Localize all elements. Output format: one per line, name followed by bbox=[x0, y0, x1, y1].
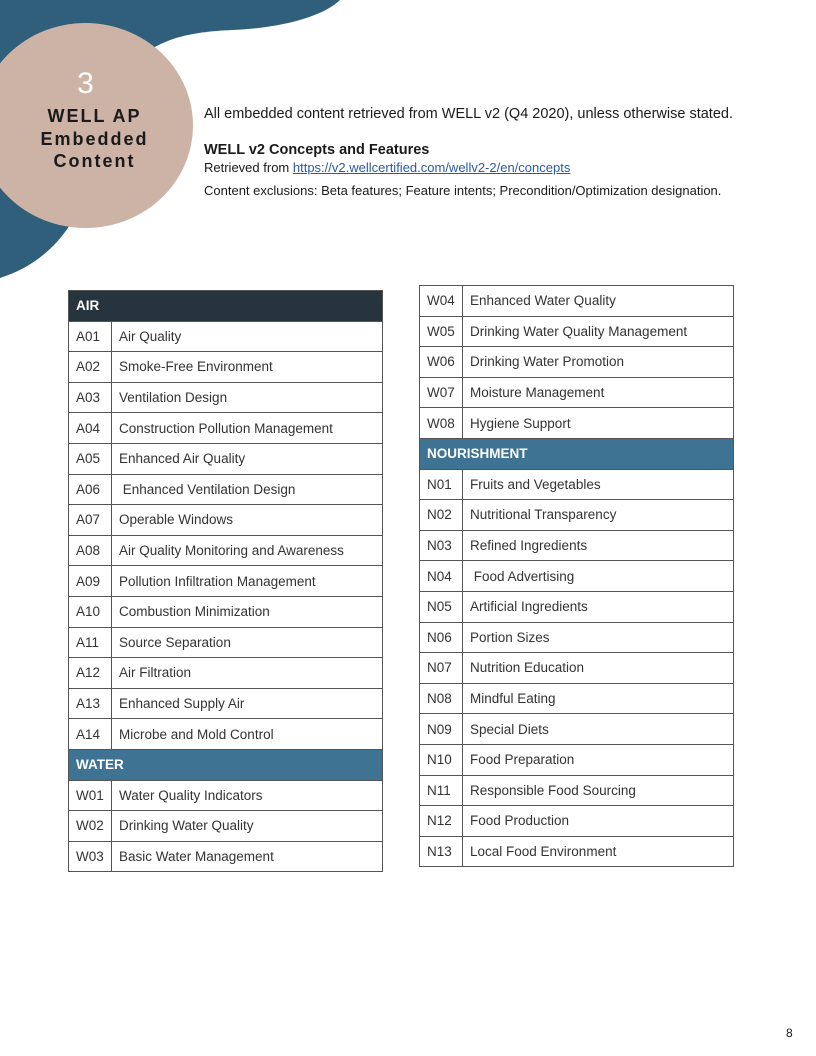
feature-name: Nutritional Transparency bbox=[463, 500, 734, 531]
table-row bbox=[420, 286, 734, 317]
table-row bbox=[420, 377, 734, 408]
feature-name: Artificial Ingredients bbox=[463, 591, 734, 622]
section-header: WATER bbox=[69, 749, 383, 780]
table-row bbox=[420, 591, 734, 622]
features-table-right bbox=[419, 285, 734, 867]
feature-name: Nutrition Education bbox=[463, 653, 734, 684]
section-title bbox=[0, 105, 193, 173]
feature-name: Water Quality Indicators bbox=[112, 780, 383, 811]
feature-code: W05 bbox=[420, 316, 463, 347]
table-row bbox=[420, 683, 734, 714]
feature-name: Air Quality bbox=[112, 321, 383, 352]
table-row bbox=[69, 535, 383, 566]
feature-code: N01 bbox=[420, 469, 463, 500]
table-row bbox=[420, 622, 734, 653]
feature-name: Microbe and Mold Control bbox=[112, 719, 383, 750]
feature-code: A03 bbox=[69, 382, 112, 413]
table-row bbox=[69, 658, 383, 689]
table-row bbox=[69, 627, 383, 658]
feature-code: A12 bbox=[69, 658, 112, 689]
feature-code: N05 bbox=[420, 591, 463, 622]
feature-code: A10 bbox=[69, 596, 112, 627]
retrieved-from bbox=[204, 160, 570, 175]
retrieved-prefix: Retrieved from bbox=[204, 160, 293, 175]
features-table-left bbox=[68, 290, 383, 872]
feature-code: W04 bbox=[420, 286, 463, 317]
feature-code: W02 bbox=[69, 811, 112, 842]
table-row bbox=[420, 714, 734, 745]
feature-code: N08 bbox=[420, 683, 463, 714]
feature-name: Source Separation bbox=[112, 627, 383, 658]
concepts-heading: WELL v2 Concepts and Features bbox=[204, 142, 430, 158]
feature-code: A04 bbox=[69, 413, 112, 444]
table-row bbox=[69, 780, 383, 811]
section-number: 3 bbox=[77, 67, 94, 100]
feature-name: Enhanced Supply Air bbox=[112, 688, 383, 719]
feature-name: Mindful Eating bbox=[463, 683, 734, 714]
feature-name: Drinking Water Quality Management bbox=[463, 316, 734, 347]
table-row bbox=[69, 688, 383, 719]
feature-name: Responsible Food Sourcing bbox=[463, 775, 734, 806]
table-row bbox=[420, 500, 734, 531]
feature-code: A13 bbox=[69, 688, 112, 719]
feature-code: A08 bbox=[69, 535, 112, 566]
table-row bbox=[69, 505, 383, 536]
feature-name: Enhanced Ventilation Design bbox=[112, 474, 383, 505]
feature-name: Portion Sizes bbox=[463, 622, 734, 653]
table-row bbox=[420, 408, 734, 439]
feature-name: Enhanced Air Quality bbox=[112, 443, 383, 474]
feature-code: N07 bbox=[420, 653, 463, 684]
section-header: NOURISHMENT bbox=[420, 438, 734, 469]
table-row bbox=[420, 806, 734, 837]
feature-code: W08 bbox=[420, 408, 463, 439]
feature-name: Smoke-Free Environment bbox=[112, 352, 383, 383]
feature-code: N09 bbox=[420, 714, 463, 745]
feature-name: Special Diets bbox=[463, 714, 734, 745]
table-row bbox=[69, 321, 383, 352]
feature-code: A14 bbox=[69, 719, 112, 750]
feature-code: N12 bbox=[420, 806, 463, 837]
feature-code: A02 bbox=[69, 352, 112, 383]
feature-name: Hygiene Support bbox=[463, 408, 734, 439]
feature-code: W07 bbox=[420, 377, 463, 408]
table-row bbox=[69, 443, 383, 474]
feature-code: W06 bbox=[420, 347, 463, 378]
intro-text: All embedded content retrieved from WELL v2 (Q4 2020), unless otherwise stated. bbox=[204, 106, 733, 122]
feature-code: N04 bbox=[420, 561, 463, 592]
feature-name: Combustion Minimization bbox=[112, 596, 383, 627]
table-row bbox=[420, 469, 734, 500]
feature-name: Pollution Infiltration Management bbox=[112, 566, 383, 597]
table-row bbox=[69, 566, 383, 597]
feature-name: Air Filtration bbox=[112, 658, 383, 689]
feature-name: Air Quality Monitoring and Awareness bbox=[112, 535, 383, 566]
table-row bbox=[420, 316, 734, 347]
table-row bbox=[69, 841, 383, 872]
feature-name: Enhanced Water Quality bbox=[463, 286, 734, 317]
section-title-line: Content bbox=[53, 151, 136, 171]
section-header-row bbox=[420, 438, 734, 469]
concepts-link[interactable]: https://v2.wellcertified.com/wellv2-2/en/concepts bbox=[292, 160, 571, 175]
section-header-row bbox=[69, 749, 383, 780]
feature-code: N13 bbox=[420, 836, 463, 867]
table-row bbox=[420, 347, 734, 378]
content-exclusions: Content exclusions: Beta features; Feature intents; Precondition/Optimization designation. bbox=[204, 183, 722, 198]
feature-name: Fruits and Vegetables bbox=[463, 469, 734, 500]
section-title-line: WELL AP bbox=[47, 106, 142, 126]
feature-code: A06 bbox=[69, 474, 112, 505]
feature-name: Ventilation Design bbox=[112, 382, 383, 413]
feature-name: Moisture Management bbox=[463, 377, 734, 408]
feature-code: W03 bbox=[69, 841, 112, 872]
feature-code: A07 bbox=[69, 505, 112, 536]
feature-name: Food Preparation bbox=[463, 744, 734, 775]
table-row bbox=[420, 744, 734, 775]
feature-code: A11 bbox=[69, 627, 112, 658]
feature-code: A01 bbox=[69, 321, 112, 352]
feature-name: Basic Water Management bbox=[112, 841, 383, 872]
table-row bbox=[420, 561, 734, 592]
table-row bbox=[69, 811, 383, 842]
page-number: 8 bbox=[786, 1026, 793, 1040]
feature-name: Refined Ingredients bbox=[463, 530, 734, 561]
section-header: AIR bbox=[69, 291, 383, 322]
table-row bbox=[420, 653, 734, 684]
feature-code: A05 bbox=[69, 443, 112, 474]
feature-code: N10 bbox=[420, 744, 463, 775]
feature-name: Operable Windows bbox=[112, 505, 383, 536]
table-row bbox=[420, 836, 734, 867]
table-row bbox=[69, 474, 383, 505]
table-row bbox=[69, 382, 383, 413]
table-row bbox=[420, 775, 734, 806]
table-row bbox=[420, 530, 734, 561]
table-row bbox=[69, 352, 383, 383]
feature-code: A09 bbox=[69, 566, 112, 597]
table-row bbox=[69, 596, 383, 627]
feature-name: Drinking Water Promotion bbox=[463, 347, 734, 378]
feature-name: Food Advertising bbox=[463, 561, 734, 592]
section-header-row bbox=[69, 291, 383, 322]
feature-name: Drinking Water Quality bbox=[112, 811, 383, 842]
section-title-line: Embedded bbox=[40, 128, 149, 149]
feature-code: N02 bbox=[420, 500, 463, 531]
feature-name: Food Production bbox=[463, 806, 734, 837]
feature-code: N11 bbox=[420, 775, 463, 806]
feature-code: W01 bbox=[69, 780, 112, 811]
feature-code: N06 bbox=[420, 622, 463, 653]
table-row bbox=[69, 413, 383, 444]
feature-name: Construction Pollution Management bbox=[112, 413, 383, 444]
feature-code: N03 bbox=[420, 530, 463, 561]
table-row bbox=[69, 719, 383, 750]
feature-name: Local Food Environment bbox=[463, 836, 734, 867]
